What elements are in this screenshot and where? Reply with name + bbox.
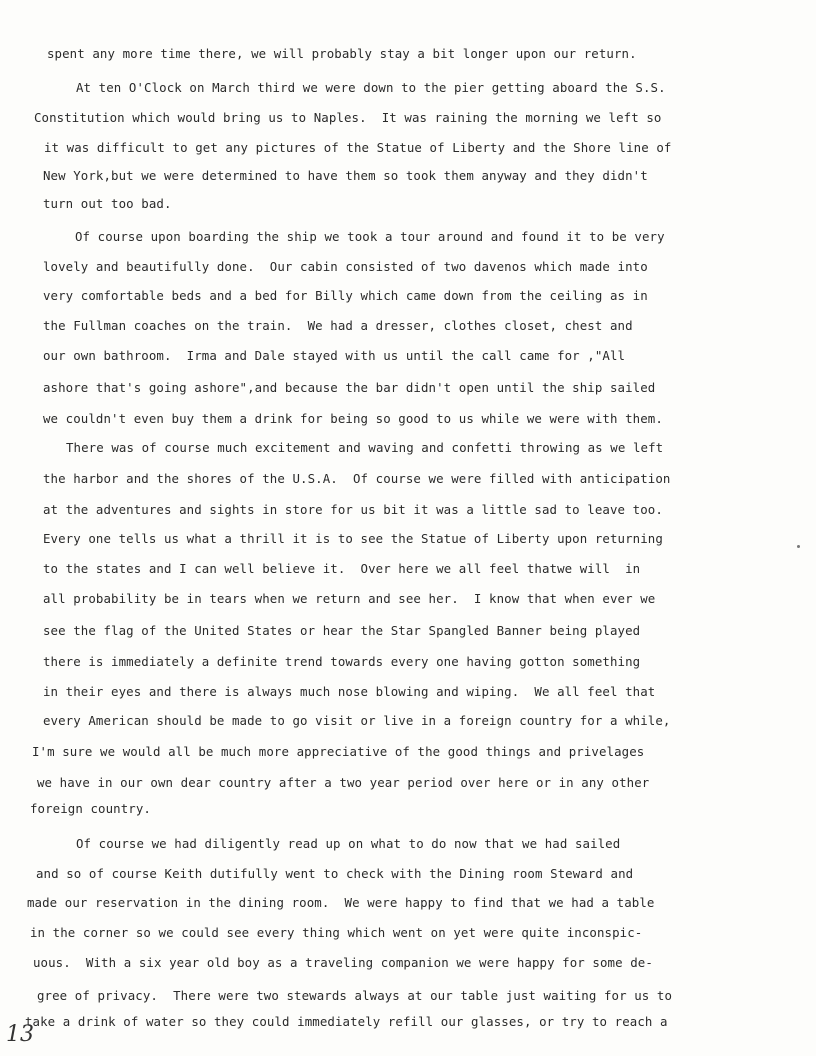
text-line: I'm sure we would all be much more appreciative of the good things and privelages [32,744,645,759]
text-line: our own bathroom. Irma and Dale stayed with us until the call came for ,"All [43,348,626,363]
text-line: New York,but we were determined to have them so took them anyway and they didn't [43,168,648,183]
text-line: gree of privacy. There were two stewards always at our table just waiting for us to [37,988,673,1003]
text-line: there is immediately a definite trend towards every one having gotton something [43,654,641,669]
text-line: the Fullman coaches on the train. We had a dresser, clothes closet, chest and [43,318,633,333]
text-line: we couldn't even buy them a drink for being so good to us while we were with them. [43,411,663,426]
text-line: Of course upon boarding the ship we took a tour around and found it to be very [75,229,665,244]
text-line: all probability be in tears when we return and see her. I know that when ever we [43,591,656,606]
text-line: the harbor and the shores of the U.S.A. Of course we were filled with anticipation [43,471,671,486]
text-line: There was of course much excitement and waving and confetti throwing as we left [66,440,664,455]
stray-ink-mark [797,545,800,548]
text-line: it was difficult to get any pictures of the Statue of Liberty and the Shore line of [44,140,672,155]
text-line: made our reservation in the dining room. We were happy to find that we had a table [27,895,655,910]
text-line: Constitution which would bring us to Naples. It was raining the morning we left so [34,110,662,125]
text-line: ashore that's going ashore",and because the bar didn't open until the ship sailed [43,380,656,395]
text-line: foreign country. [30,801,151,816]
text-line: lovely and beautifully done. Our cabin consisted of two davenos which made into [43,259,648,274]
text-line: we have in our own dear country after a two year period over here or in any other [37,775,650,790]
text-line: and so of course Keith dutifully went to check with the Dining room Steward and [36,866,634,881]
text-line: every American should be made to go visit or live in a foreign country for a while, [43,713,671,728]
text-line: Every one tells us what a thrill it is to see the Statue of Liberty upon returning [43,531,663,546]
text-line: turn out too bad. [43,196,172,211]
text-line: Of course we had diligently read up on what to do now that we had sailed [76,836,621,851]
text-line: in the corner so we could see every thing which went on yet were quite inconspic- [30,925,643,940]
text-line: in their eyes and there is always much nose blowing and wiping. We all feel that [43,684,656,699]
text-line: see the flag of the United States or hear the Star Spangled Banner being played [43,623,641,638]
text-line: to the states and I can well believe it. Over here we all feel thatwe will in [43,561,641,576]
text-line: very comfortable beds and a bed for Billy which came down from the ceiling as in [43,288,648,303]
page-number: 13 [6,1022,34,1047]
text-line: at the adventures and sights in store for us bit it was a little sad to leave too. [43,502,663,517]
text-line: uous. With a six year old boy as a traveling companion we were happy for some de- [33,955,653,970]
text-line: At ten O'Clock on March third we were down to the pier getting aboard the S.S. [76,80,666,95]
text-line: take a drink of water so they could immediately refill our glasses, or try to reach a [25,1014,668,1029]
text-line: spent any more time there, we will probably stay a bit longer upon our return. [47,46,637,61]
